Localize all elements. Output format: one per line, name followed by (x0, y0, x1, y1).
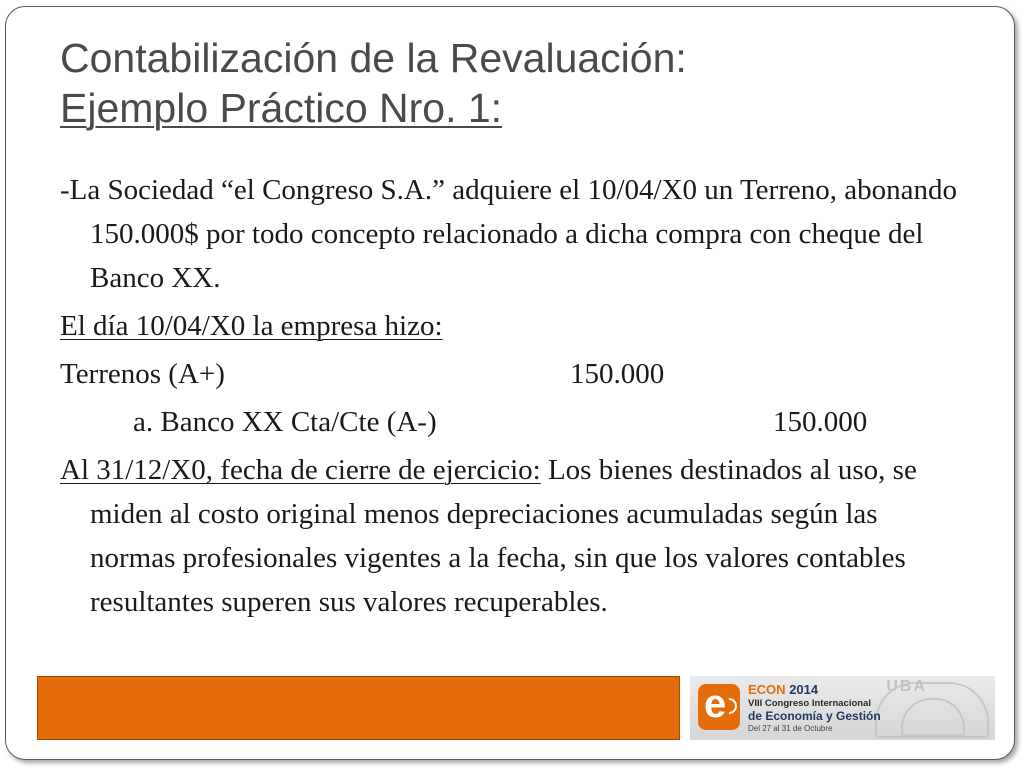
slide-body (60, 168, 960, 628)
logo-watermark: UBA (886, 678, 927, 695)
footer-bar (37, 676, 680, 740)
logo-congress-line: VIII Congreso Internacional (748, 698, 871, 709)
paragraph-closing (60, 448, 960, 624)
debit-account: Terrenos (A+) (60, 358, 225, 390)
econ-e-logo-icon: e (698, 684, 740, 730)
closing-text: Los bienes destinados al uso, se miden al costo original menos depreciaciones acumuladas según las normas profesionales vigentes a la fecha, sin que los valores contables resultantes superen sus valores recuperables. (90, 454, 917, 618)
entry-heading-text: El día 10/04/X0 la empresa hizo: (60, 310, 443, 342)
closing-lead: Al 31/12/X0, fecha de cierre de ejercicio: (60, 454, 541, 486)
credit-account: a. Banco XX Cta/Cte (A-) (133, 406, 437, 438)
credit-amount: 150.000 (773, 406, 868, 438)
logo-brand-name: ECON (748, 682, 786, 697)
paragraph-purchase: -La Sociedad “el Congreso S.A.” adquiere el 10/04/X0 un Terreno, abonando 150.000$ por todo concepto relacionado a dicha compra con cheque del Banco XX. (60, 174, 957, 294)
logo-brand (748, 682, 818, 697)
logo-topic-line: de Economía y Gestión (748, 709, 881, 723)
paragraph-entry-heading (60, 304, 960, 348)
journal-entry-debit (60, 352, 960, 400)
title-line-2-text: Ejemplo Práctico Nro. 1: (60, 85, 503, 131)
journal-entry-credit (60, 400, 960, 448)
econ-logo (690, 676, 995, 740)
debit-amount: 150.000 (570, 358, 665, 390)
logo-date-line: Del 27 al 31 de Octubre (748, 724, 833, 733)
logo-year: 2014 (789, 682, 819, 697)
title-line-2 (60, 83, 960, 133)
title-line-1: Contabilización de la Revaluación: (60, 35, 687, 81)
slide-title (60, 33, 960, 133)
